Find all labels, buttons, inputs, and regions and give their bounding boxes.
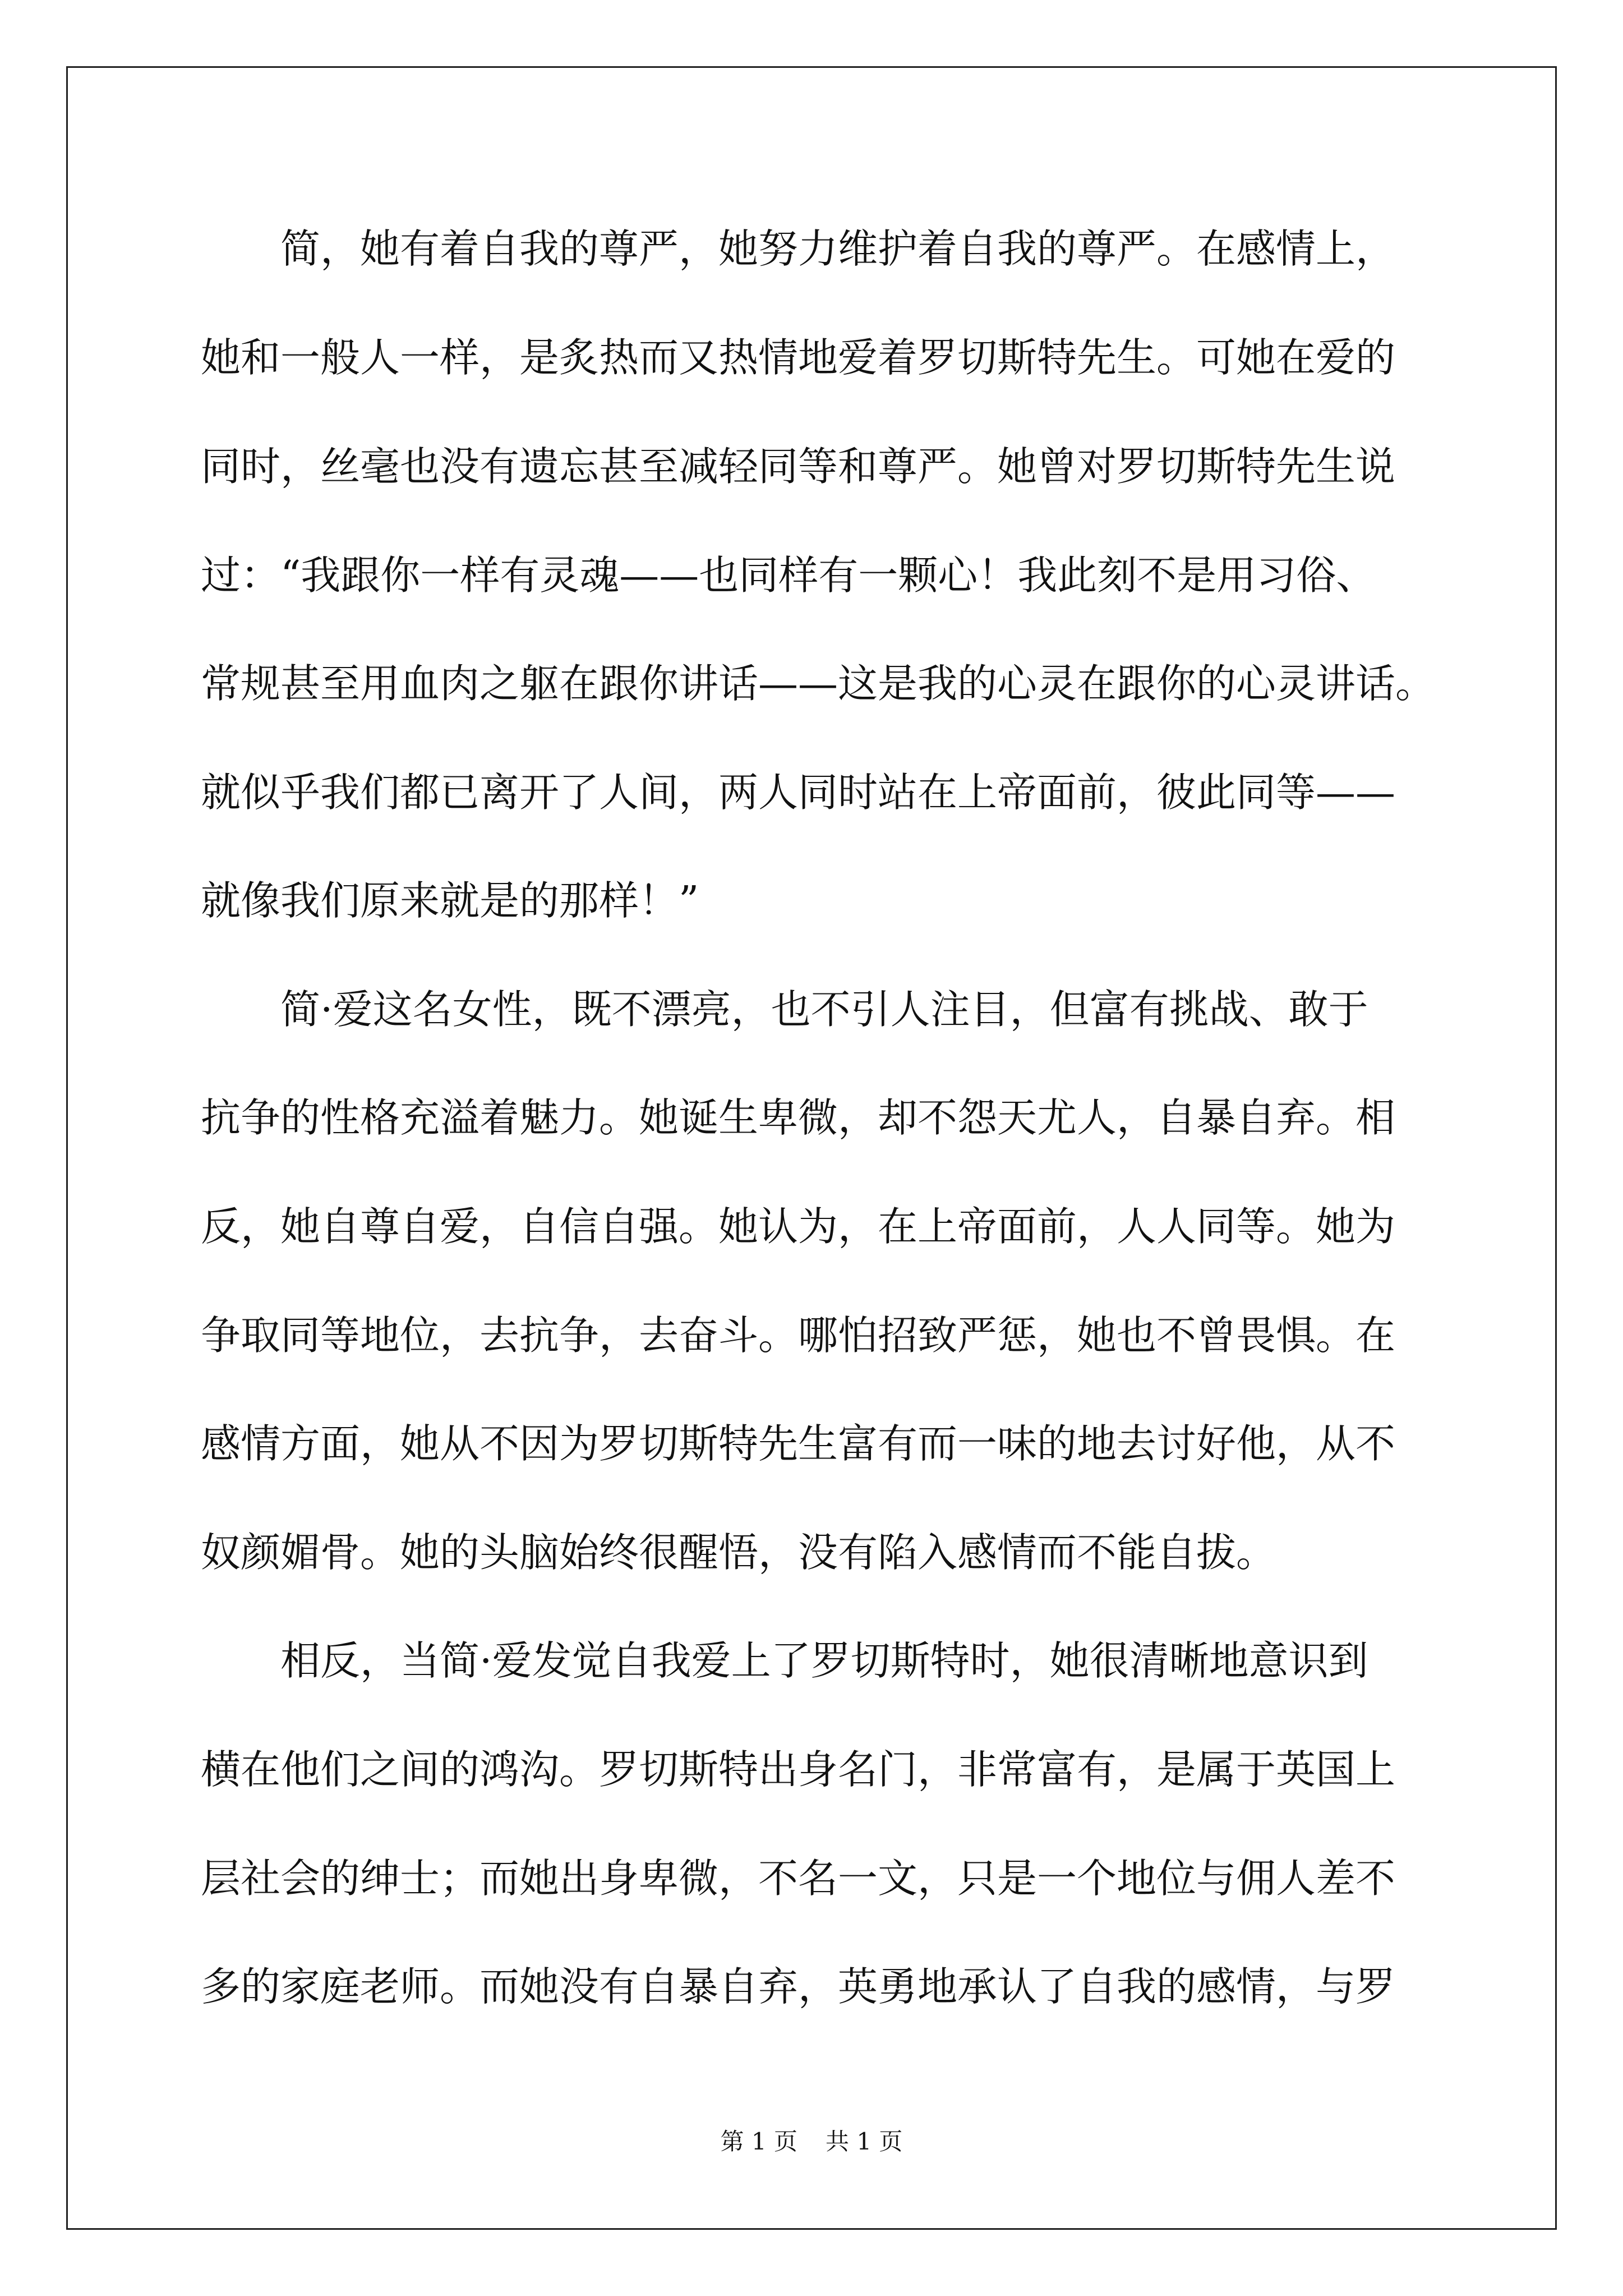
page-border (66, 66, 1557, 2230)
text-line: 多的家庭老师。而她没有自暴自弃，英勇地承认了自我的感情，与罗 (201, 1963, 1396, 2010)
text-line: 感情方面，她从不因为罗切斯特先生富有而一味的地去讨好他，从不 (201, 1420, 1396, 1467)
page-number: 第 1 页 (720, 2128, 797, 2155)
text-line: 她和一般人一样，是炙热而又热情地爱着罗切斯特先生。可她在爱的 (201, 334, 1396, 381)
text-line: 简，她有着自我的尊严，她努力维护着自我的尊严。在感情上， (280, 226, 1396, 272)
text-line: 横在他们之间的鸿沟。罗切斯特出身名门，非常富有，是属于英国上 (201, 1746, 1396, 1793)
text-line: 常规甚至用血肉之躯在跟你讲话——这是我的心灵在跟你的心灵讲话。 (201, 660, 1436, 707)
page-total: 共 1 页 (826, 2128, 903, 2155)
text-line: 就似乎我们都已离开了人间，两人同时站在上帝面前，彼此同等—— (201, 769, 1396, 816)
page-footer (0, 2123, 1623, 2157)
text-line: 相反，当简·爱发觉自我爱上了罗切斯特时，她很清晰地意识到 (280, 1637, 1368, 1684)
text-line: 简·爱这名女性，既不漂亮，也不引人注目，但富有挑战、敢于 (280, 986, 1368, 1033)
text-line: 同时，丝毫也没有遗忘甚至减轻同等和尊严。她曾对罗切斯特先生说 (201, 443, 1396, 490)
text-line: 就像我们原来就是的那样！” (201, 877, 699, 924)
text-line: 层社会的绅士；而她出身卑微，不名一文，只是一个地位与佣人差不 (201, 1855, 1396, 1902)
text-line: 争取同等地位，去抗争，去奋斗。哪怕招致严惩，她也不曾畏惧。在 (201, 1312, 1396, 1359)
text-line: 反，她自尊自爱，自信自强。她认为，在上帝面前，人人同等。她为 (201, 1203, 1396, 1250)
text-line: 过：“我跟你一样有灵魂——也同样有一颗心！我此刻不是用习俗、 (201, 552, 1376, 599)
text-line: 抗争的性格充溢着魅力。她诞生卑微，却不怨天尤人，自暴自弃。相 (201, 1094, 1396, 1141)
text-line: 奴颜媚骨。她的头脑始终很醒悟，没有陷入感情而不能自拔。 (201, 1529, 1276, 1576)
